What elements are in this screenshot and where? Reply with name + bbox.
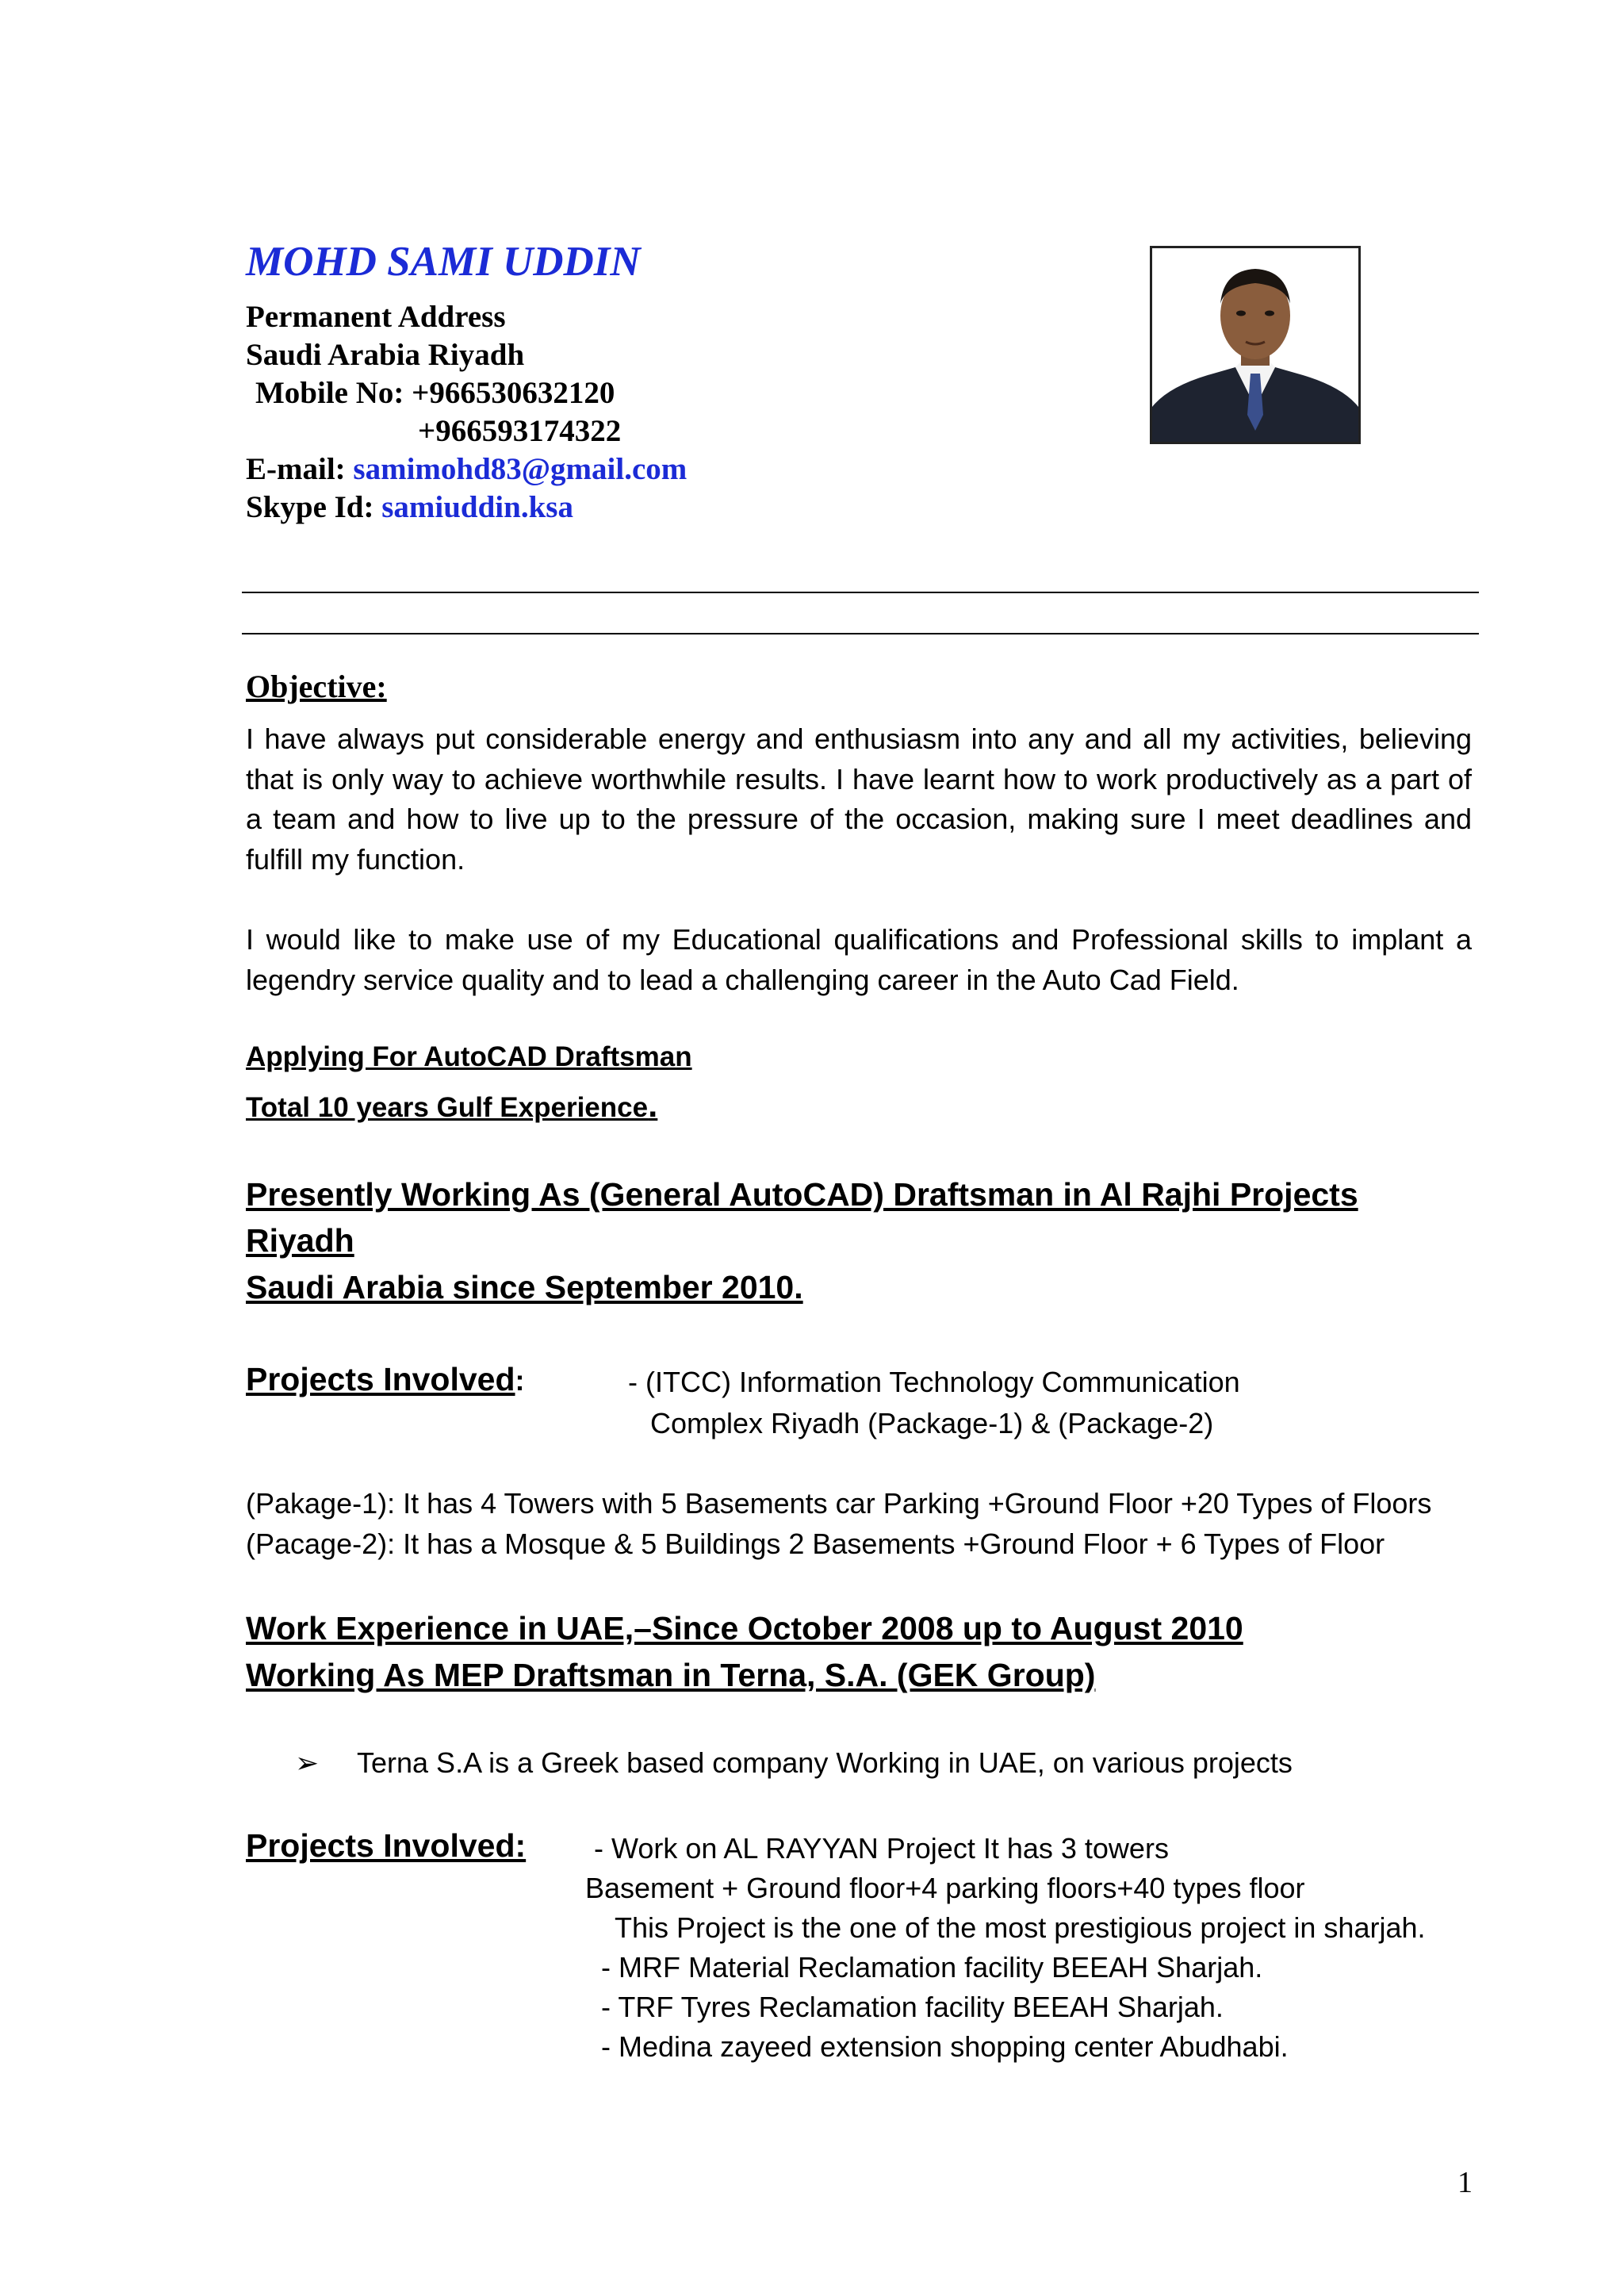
itcc-project-line-1: - (ITCC) Information Technology Communication (628, 1366, 1240, 1398)
project-line: Basement + Ground floor+4 parking floors+40 types floor (585, 1872, 1305, 1904)
skype-id: samiuddin.ksa (381, 490, 573, 524)
projects-involved-label-1 (246, 1361, 525, 1398)
arrow-bullet-icon: ➢ (295, 1746, 320, 1779)
email-link[interactable]: samimohd83@gmail.com (353, 452, 688, 486)
email-line (246, 450, 687, 489)
projects-label-colon: : (515, 1364, 525, 1397)
email-label: E-mail: (246, 452, 354, 486)
objective-paragraph-2: I would like to make use of my Educational qualifications and Professional skills to implant a legendry service quality and to lead a challenging career in the Auto Cad Field. (246, 923, 1472, 996)
itcc-project-line-2: Complex Riyadh (Package-1) & (Package-2) (650, 1407, 1214, 1439)
mobile-number-2: +966593174322 (418, 414, 622, 448)
objective-paragraph-1: I have always put considerable energy and enthusiasm into any and all my activities, believing that is only way to achieve worthwhile results. I have learnt how to work productively as a part of a team and how to live up to the pressure of the occasion, making sure I meet deadlines and fulfill my function. (246, 723, 1472, 876)
terna-description: Terna S.A is a Greek based company Working in UAE, on various projects (357, 1746, 1293, 1779)
total-experience (246, 1086, 657, 1125)
divider-bottom (242, 633, 1479, 634)
projects-involved-label-2: Projects Involved: (246, 1827, 527, 1864)
project-line: - Work on AL RAYYAN Project It has 3 towers (594, 1832, 1169, 1865)
present-job-line-3: Saudi Arabia since September 2010. (246, 1269, 803, 1305)
applying-for: Applying For AutoCAD Draftsman (246, 1041, 692, 1072)
skype-label: Skype Id: (246, 490, 382, 524)
total-experience-text: Total 10 years Gulf Experience (246, 1092, 649, 1123)
candidate-name: MOHD SAMI UDDIN (246, 239, 641, 285)
present-job-line-2: Riyadh (246, 1222, 354, 1259)
portrait-image (1152, 248, 1358, 442)
project-line: - Medina zayeed extension shopping center Abudhabi. (601, 2030, 1289, 2063)
mobile-number-1: +966530632120 (412, 376, 615, 410)
project-line: This Project is the one of the most prestigious project in sharjah. (615, 1911, 1426, 1944)
mobile-label: Mobile No: (255, 376, 412, 410)
divider-top (242, 592, 1479, 593)
uae-experience-line-1: Work Experience in UAE,–Since October 2008 up to August 2010 (246, 1610, 1243, 1646)
total-experience-period: . (648, 1086, 658, 1125)
page-number: 1 (1457, 2166, 1473, 2199)
address-value: Saudi Arabia Riyadh (246, 338, 525, 372)
package-2-detail: (Pacage-2): It has a Mosque & 5 Buildings 2 Basements +Ground Floor + 6 Types of Floor (246, 1527, 1385, 1560)
address-label: Permanent Address (246, 300, 506, 334)
objective-title: Objective: (246, 669, 387, 704)
present-job-line-1: Presently Working As (General AutoCAD) Draftsman in Al Rajhi Projects (246, 1176, 1358, 1213)
uae-experience-line-2: Working As MEP Draftsman in Terna, S.A. (GEK Group) (246, 1657, 1096, 1693)
projects-label-text: Projects Involved (246, 1361, 515, 1397)
mobile-line (255, 374, 615, 412)
project-line: - MRF Material Reclamation facility BEEAH Sharjah. (601, 1951, 1263, 1984)
project-line: - TRF Tyres Reclamation facility BEEAH Sharjah. (601, 1991, 1224, 2023)
package-1-detail: (Pakage-1): It has 4 Towers with 5 Basements car Parking +Ground Floor +20 Types of Floors (246, 1487, 1432, 1520)
skype-line (246, 489, 573, 527)
profile-photo (1150, 246, 1361, 444)
